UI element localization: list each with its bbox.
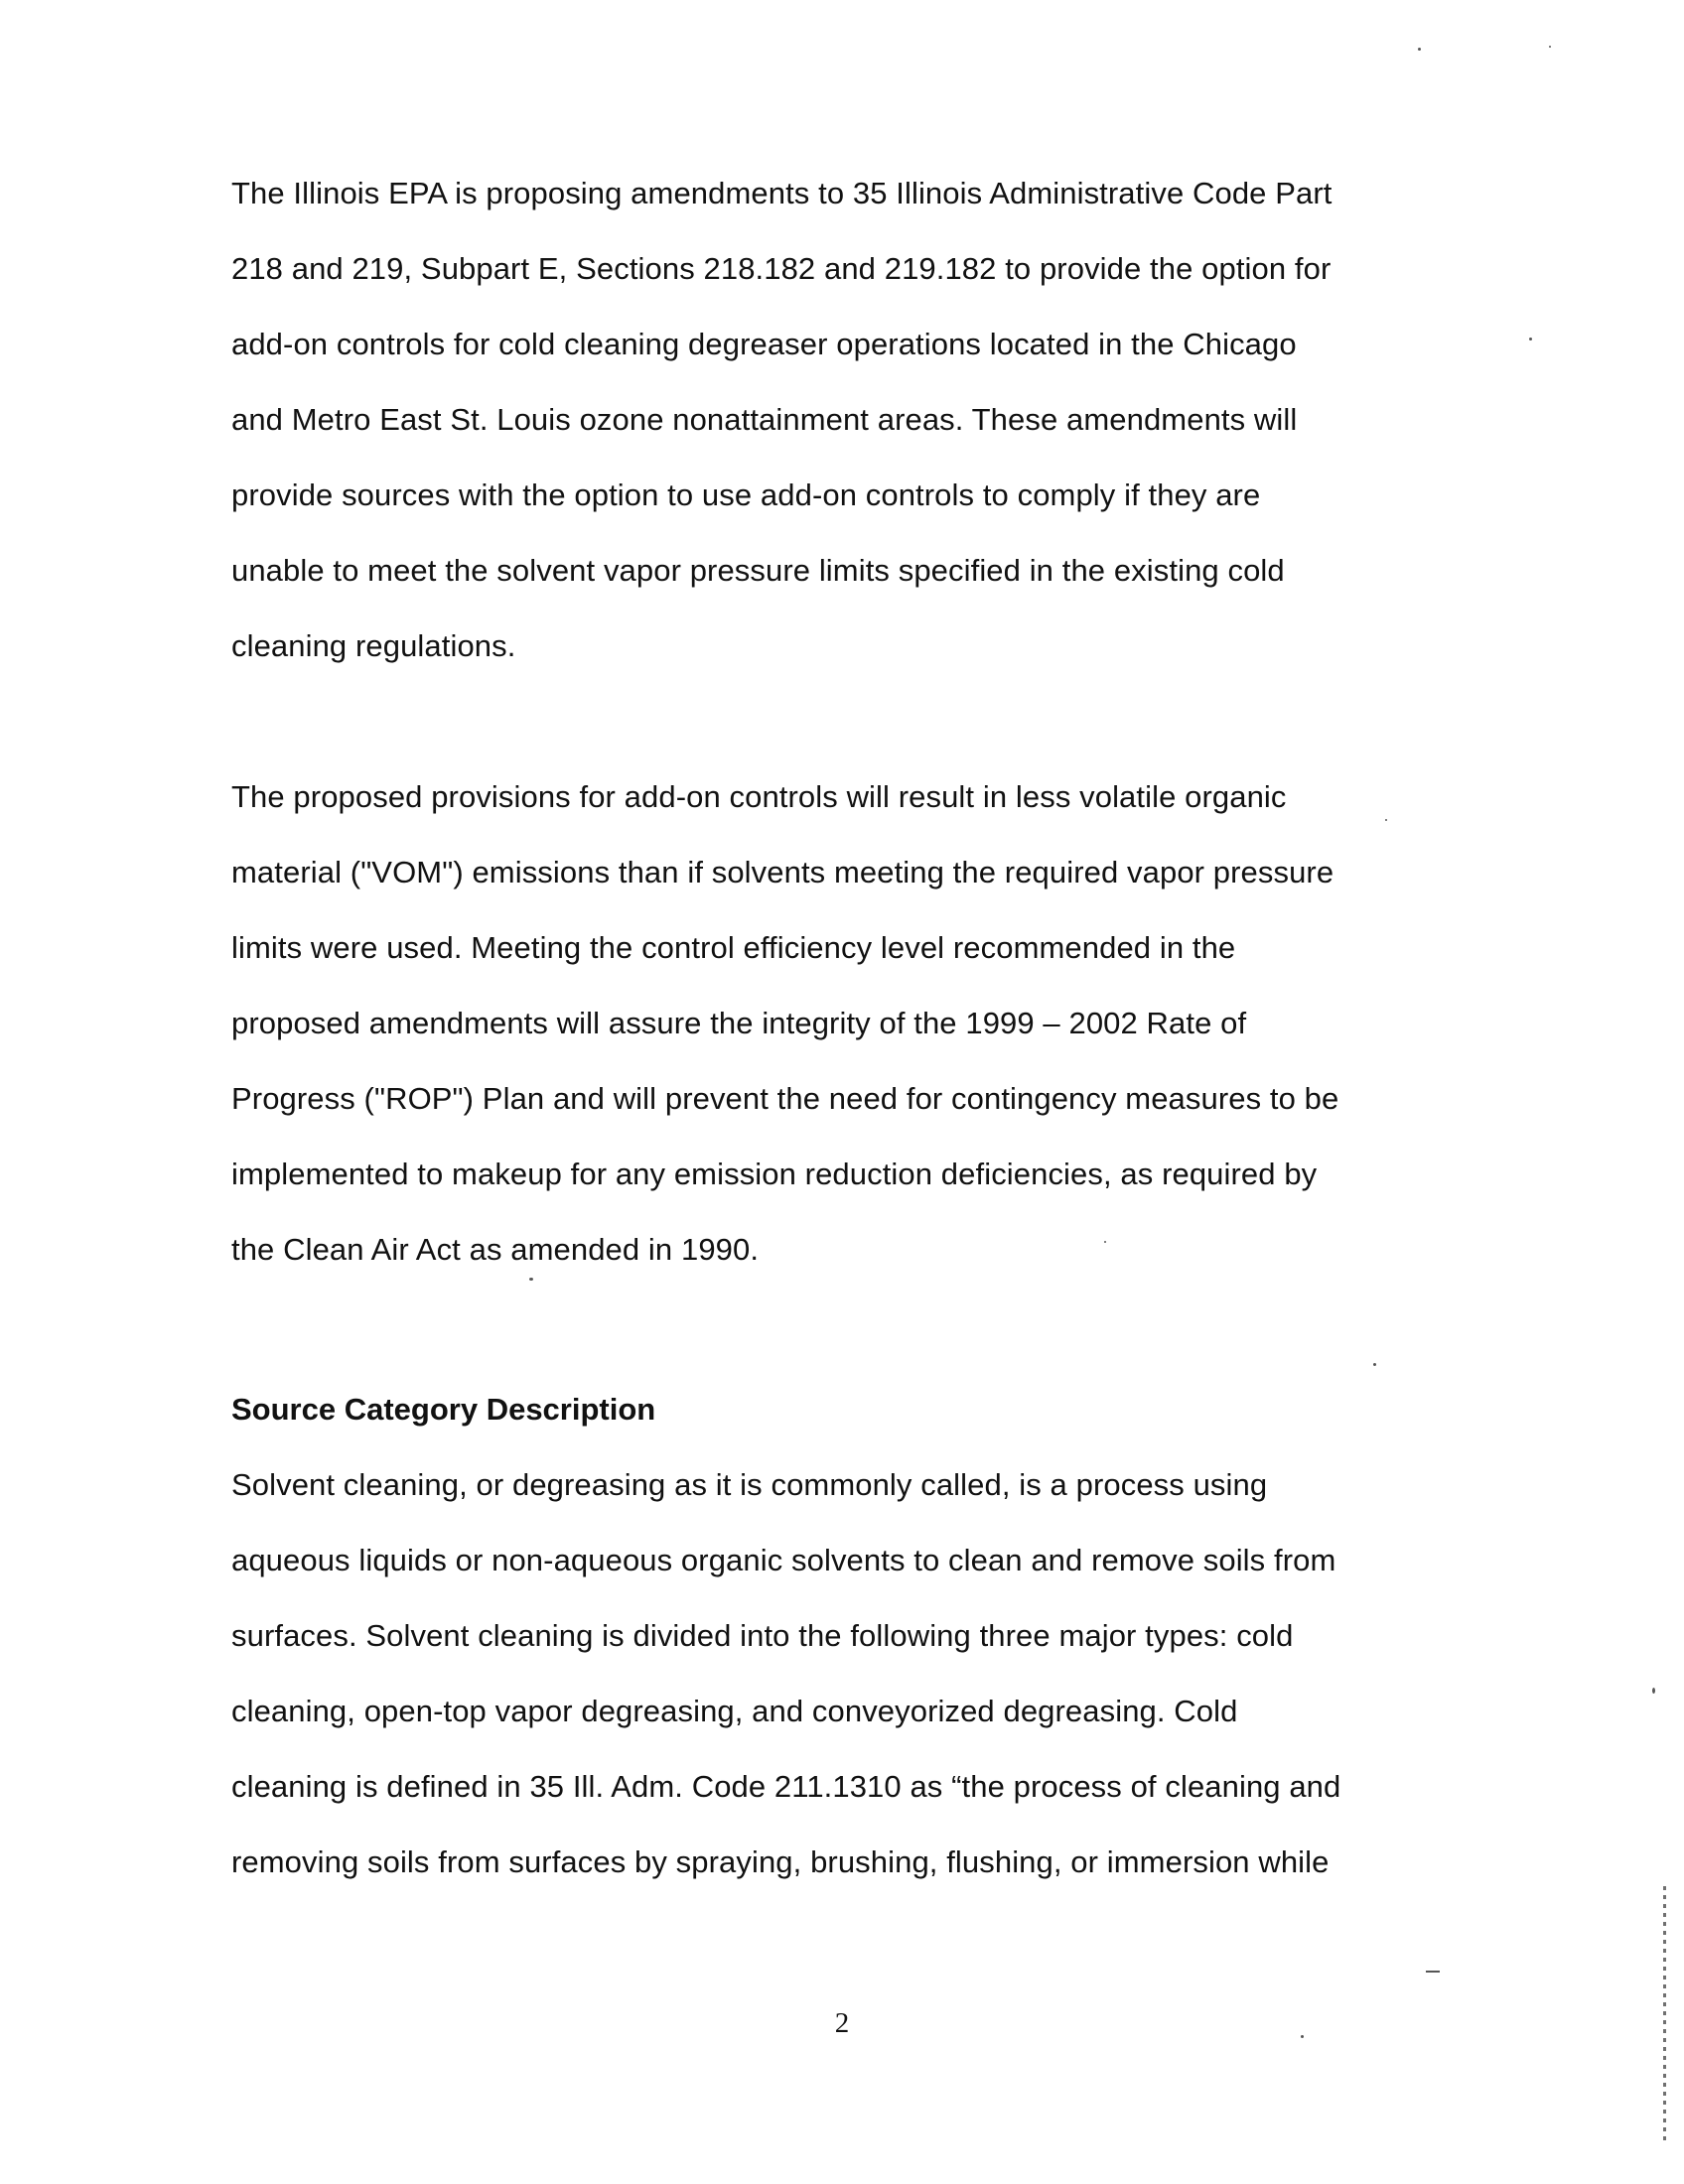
text-line: cleaning, open-top vapor degreasing, and conveyorized degreasing. Cold <box>231 1694 1238 1728</box>
text-line: cleaning is defined in 35 Ill. Adm. Code 211.1310 as “the process of cleaning and <box>231 1769 1341 1804</box>
scan-speck <box>1301 2035 1304 2038</box>
section-heading: Source Category Description <box>231 1392 656 1427</box>
scan-speck <box>1385 819 1387 821</box>
text-line: implemented to makeup for any emission reduction deficiencies, as required by <box>231 1157 1318 1191</box>
text-line: The proposed provisions for add-on controls will result in less volatile organic <box>231 779 1287 814</box>
text-line: The Illinois EPA is proposing amendments to 35 Illinois Administrative Code Part <box>231 176 1333 210</box>
text-line: material ("VOM") emissions than if solvents meeting the required vapor pressure <box>231 855 1334 889</box>
page-number: 2 <box>834 2007 850 2039</box>
paragraph-intro <box>231 156 1453 684</box>
text-line: limits were used. Meeting the control efficiency level recommended in the <box>231 930 1236 965</box>
text-line: removing soils from surfaces by spraying, brushing, flushing, or immersion while <box>231 1844 1330 1879</box>
scan-speck <box>1373 1363 1376 1366</box>
text-line: Progress ("ROP") Plan and will prevent the need for contingency measures to be <box>231 1081 1339 1116</box>
scan-speck <box>1426 1971 1440 1973</box>
text-line: aqueous liquids or non-aqueous organic solvents to clean and remove soils from <box>231 1543 1336 1577</box>
text-line: the Clean Air Act as amended in 1990. <box>231 1232 760 1267</box>
scan-speck <box>1652 1688 1655 1694</box>
scan-edge-artifact <box>1663 1886 1666 2144</box>
text-line: 218 and 219, Subpart E, Sections 218.182 and 219.182 to provide the option for <box>231 251 1332 286</box>
text-line: cleaning regulations. <box>231 628 516 663</box>
text-line: Solvent cleaning, or degreasing as it is commonly called, is a process using <box>231 1467 1268 1502</box>
paragraph-provisions <box>231 759 1453 1288</box>
scan-speck <box>1418 48 1421 51</box>
text-line: surfaces. Solvent cleaning is divided into the following three major types: cold <box>231 1618 1294 1653</box>
text-line: unable to meet the solvent vapor pressure limits specified in the existing cold <box>231 553 1285 588</box>
text-line: and Metro East St. Louis ozone nonattainment areas. These amendments will <box>231 402 1298 437</box>
text-line: provide sources with the option to use add-on controls to comply if they are <box>231 478 1261 512</box>
paragraph-source-category <box>231 1447 1453 1900</box>
scan-speck <box>529 1278 533 1281</box>
scan-speck <box>1529 338 1532 341</box>
scan-speck <box>1549 46 1551 48</box>
scan-speck <box>1104 1241 1106 1243</box>
text-line: proposed amendments will assure the integrity of the 1999 – 2002 Rate of <box>231 1006 1247 1040</box>
text-line: add-on controls for cold cleaning degreaser operations located in the Chicago <box>231 327 1297 361</box>
